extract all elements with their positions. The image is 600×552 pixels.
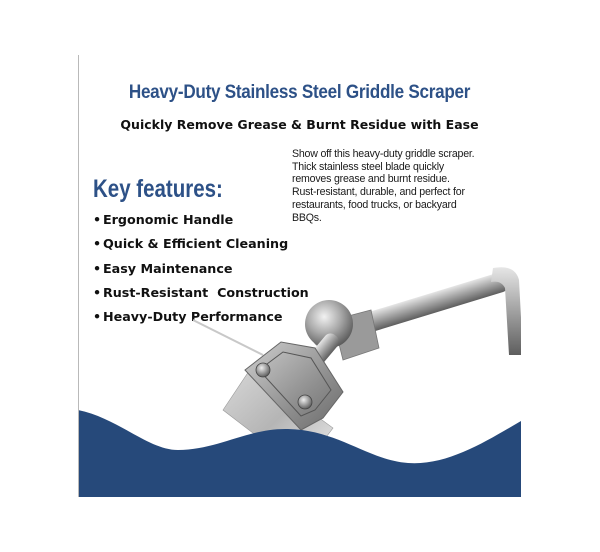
description-line: Rust-resistant, durable, and perfect for [292,186,465,199]
feature-label: Easy Maintenance [103,260,233,276]
bullet-icon: • [93,284,102,300]
feature-label: Rust-Resistant Construction [103,284,309,300]
product-description [292,148,497,224]
feature-label: Ergonomic Handle [103,212,234,227]
decorative-wave [78,410,521,497]
bullet-icon: • [93,260,102,276]
description-line: restaurants, food trucks, or backyard [292,198,457,211]
product-subtitle: Quickly Remove Grease & Burnt Residue with Ease [120,117,479,132]
card-border [78,55,79,497]
key-features-heading: Key features: [93,175,223,203]
bullet-icon: • [93,212,102,227]
bullet-icon: • [93,309,102,325]
bullet-icon: • [93,236,102,252]
product-card [78,55,521,497]
feature-label: Quick & Efficient Cleaning [103,236,289,252]
product-title: Heavy-Duty Stainless Steel Griddle Scraper [128,82,471,103]
description-line: BBQs. [292,211,322,224]
description-line: removes grease and burnt residue. [292,173,450,186]
description-line: Thick stainless steel blade quickly [292,160,444,173]
description-line: Show off this heavy-duty griddle scraper. [292,148,475,160]
feature-label: Heavy-Duty Performance [103,309,283,325]
